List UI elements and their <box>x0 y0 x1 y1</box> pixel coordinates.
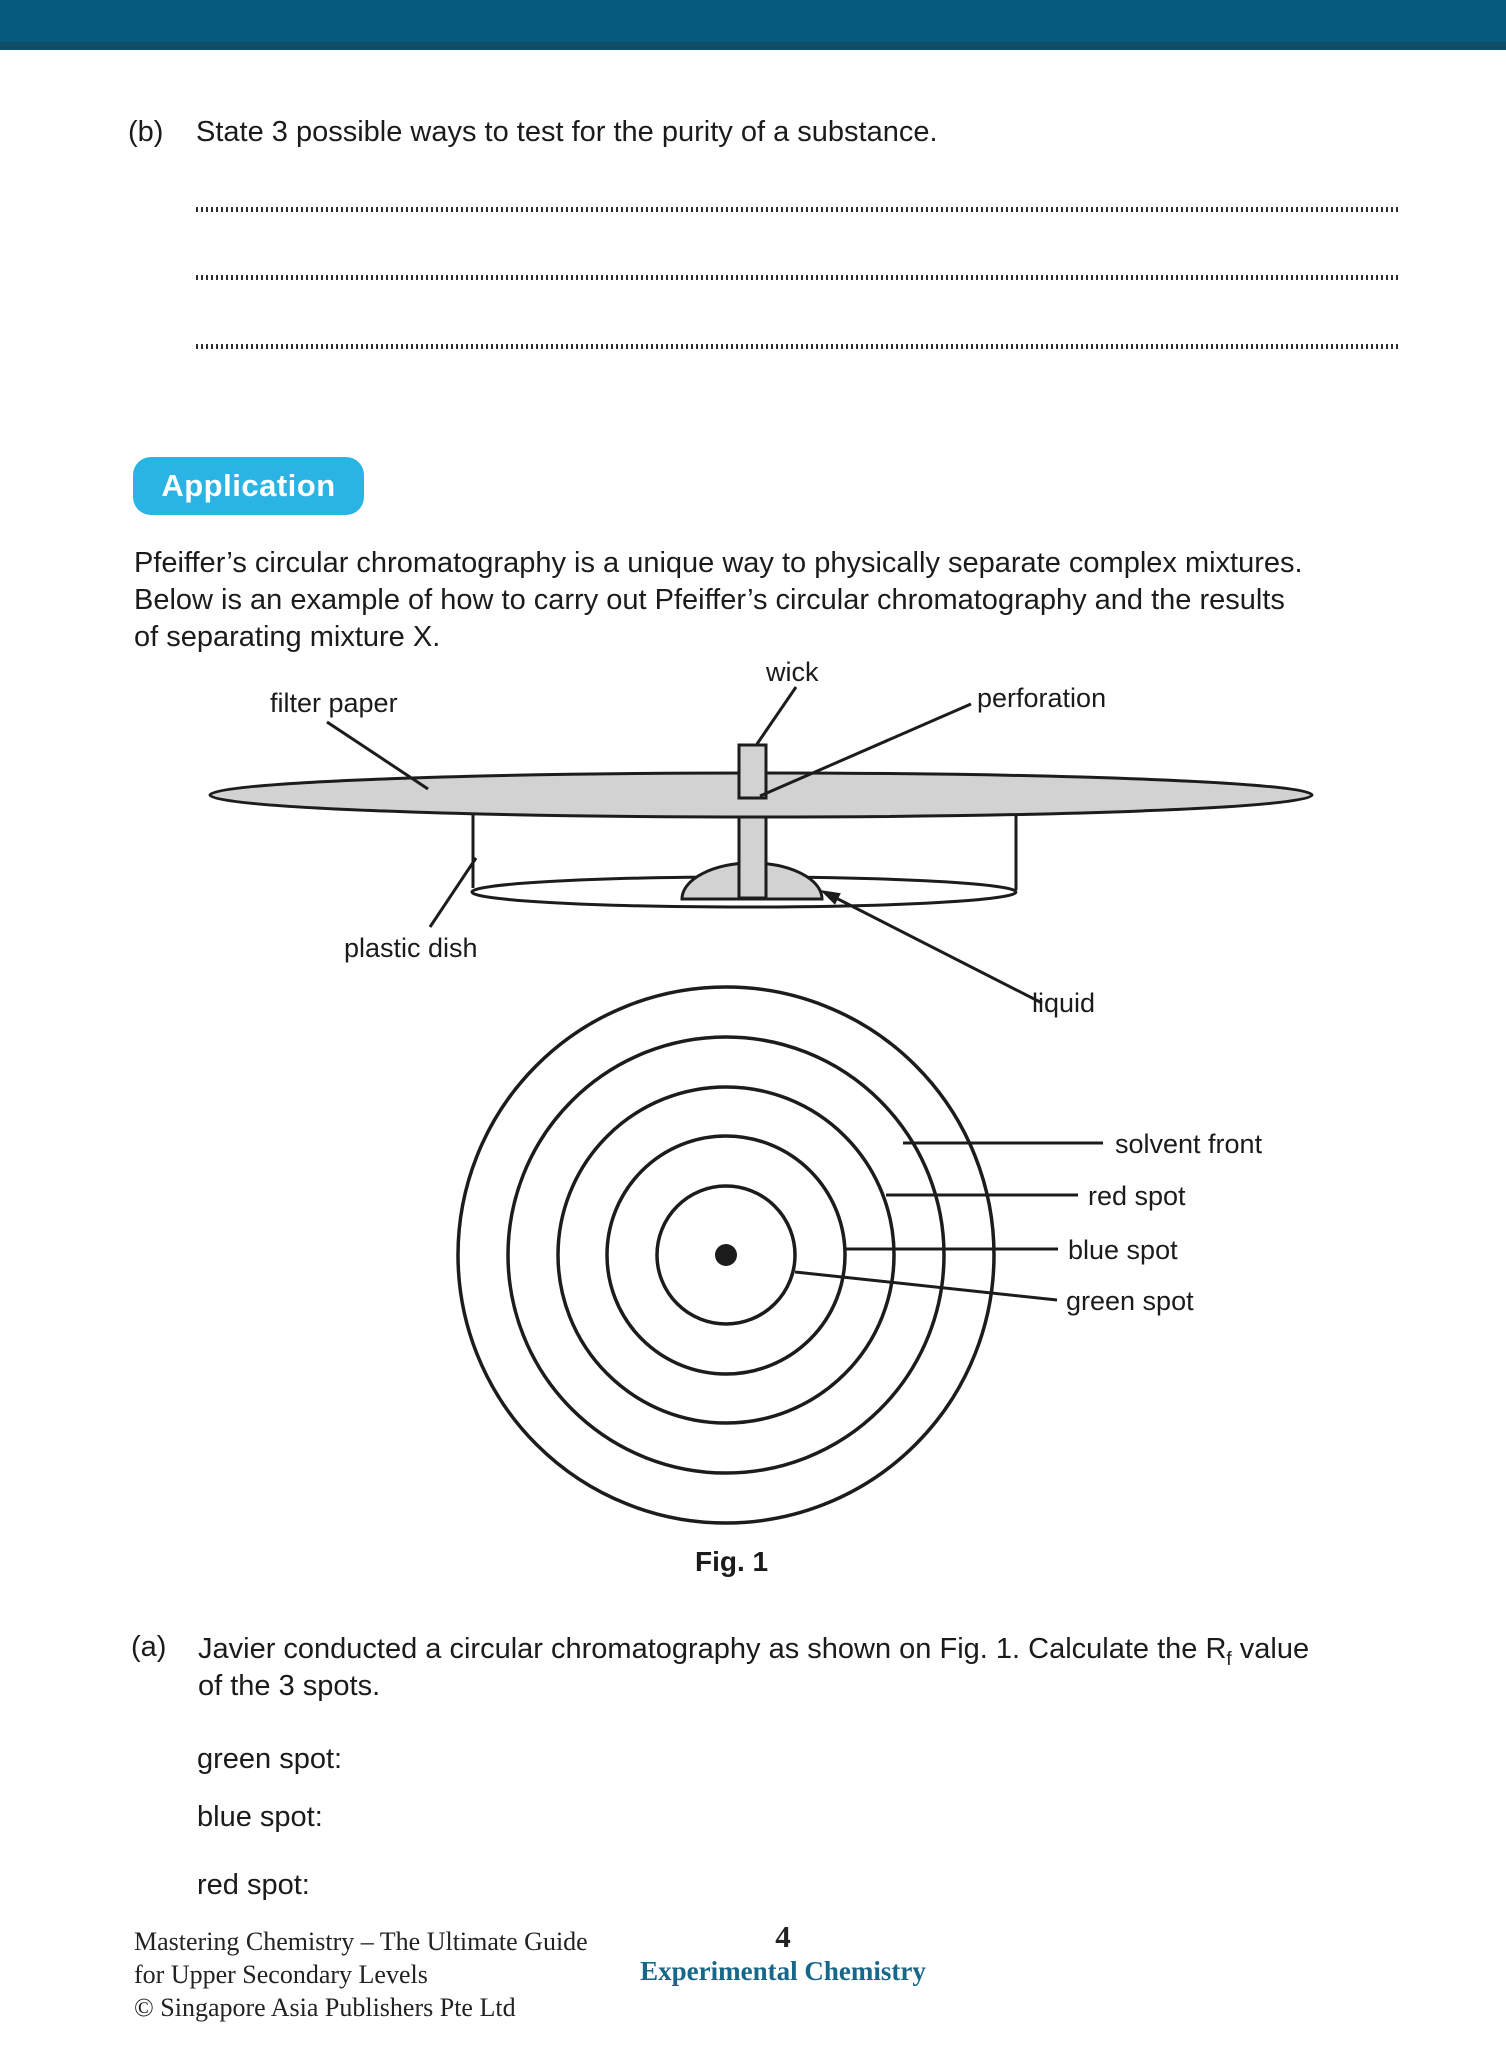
footer-line: © Singapore Asia Publishers Pte Ltd <box>134 1993 516 2022</box>
answer-line <box>196 207 1400 212</box>
application-badge <box>133 457 364 515</box>
sample-origin-dot <box>715 1244 737 1266</box>
rf-subscript: f <box>1226 1648 1232 1670</box>
question-b-text: State 3 possible ways to test for the purity of a substance. <box>196 116 938 148</box>
question-a-label: (a) <box>131 1631 167 1663</box>
red-spot-label: red spot <box>1088 1181 1186 1211</box>
paragraph-line: of separating mixture X. <box>134 621 441 653</box>
wick-label: wick <box>766 657 819 687</box>
green-spot-label: green spot <box>1066 1286 1194 1316</box>
blue-spot-label: blue spot <box>1068 1235 1178 1265</box>
answer-line <box>196 275 1400 280</box>
question-a-line1-pre: Javier conducted a circular chromatography as shown on Fig. 1. Calculate the R <box>198 1633 1227 1665</box>
page-header-strip <box>0 42 1506 50</box>
question-a-line1 <box>198 1631 1478 1668</box>
footer-line: Mastering Chemistry – The Ultimate Guide <box>134 1927 588 1956</box>
footer-line: for Upper Secondary Levels <box>134 1960 428 1989</box>
question-a-line1-post: value <box>1231 1633 1310 1665</box>
green-spot-leader <box>795 1272 1057 1300</box>
plastic-dish-leader <box>430 858 476 927</box>
red-spot-prompt: red spot: <box>197 1869 310 1901</box>
answer-line <box>196 344 1400 349</box>
blue-spot-prompt: blue spot: <box>197 1801 323 1833</box>
green-spot-prompt: green spot: <box>197 1743 343 1775</box>
question-b-label: (b) <box>128 116 164 148</box>
footer-imprint <box>134 1925 588 2024</box>
paragraph-line: Below is an example of how to carry out Pfeiffer’s circular chromatography and the results <box>134 584 1285 616</box>
liquid-label: liquid <box>1032 988 1096 1018</box>
filter-paper-label: filter paper <box>270 688 398 718</box>
wick-leader <box>757 687 796 744</box>
question-a-text <box>198 1631 1478 1705</box>
wick-upper <box>739 745 766 798</box>
chromatogram-diagram <box>0 975 1506 1535</box>
wick-lower <box>739 817 766 898</box>
series-title: Experimental Chemistry <box>640 1956 926 1986</box>
paragraph-line: Pfeiffer’s circular chromatography is a unique way to physically separate complex mixtures. <box>134 547 1303 579</box>
solvent-front-label: solvent front <box>1115 1129 1263 1159</box>
application-badge-label: Application <box>161 468 336 503</box>
page-number: 4 <box>775 1919 791 1954</box>
question-a-line2: of the 3 spots. <box>198 1670 381 1702</box>
figure-caption: Fig. 1 <box>695 1546 769 1577</box>
plastic-dish-label: plastic dish <box>344 933 478 963</box>
perforation-label: perforation <box>977 683 1107 713</box>
page-header-bar <box>0 0 1506 42</box>
